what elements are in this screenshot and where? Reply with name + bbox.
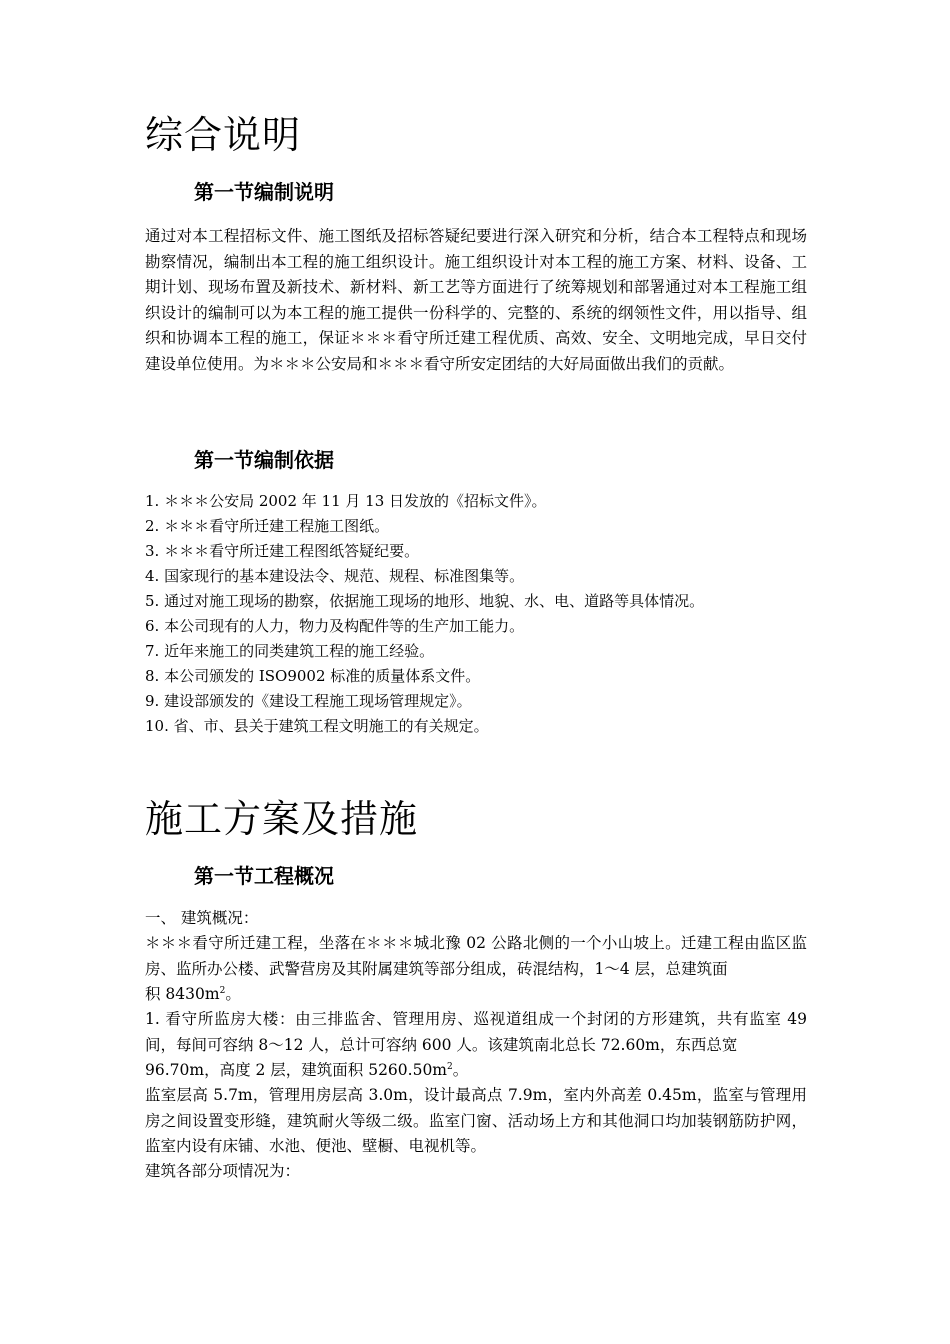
overview-paragraph: ＊＊＊看守所迁建工程，坐落在＊＊＊城北豫 02 公路北侧的一个小山坡上。迁建工程由监区监房、监所办公楼、武警营房及其附属建筑等部分组成，砖混结构，1～4 层，总建筑面 bbox=[145, 934, 807, 978]
superscript: 2 bbox=[447, 1062, 453, 1072]
list-item: 4. 国家现行的基本建设法令、规范、规程、标准图集等。 bbox=[145, 567, 525, 585]
subsection-heading-project-overview: 第一节工程概况 bbox=[194, 864, 334, 888]
list-item: 2. ＊＊＊看守所迁建工程施工图纸。 bbox=[145, 517, 390, 535]
subsection-heading-compilation-notes: 第一节编制说明 bbox=[194, 180, 334, 204]
superscript: 2 bbox=[219, 986, 226, 996]
list-item: 10. 省、市、县关于建筑工程文明施工的有关规定。 bbox=[145, 717, 489, 735]
cell-building-area-text: 96.70m，高度 2 层，建筑面积 5260.50m bbox=[145, 1061, 448, 1079]
overview-area-text: 积 8430m bbox=[145, 985, 220, 1003]
period: 。 bbox=[225, 985, 241, 1003]
cell-building-paragraph-end bbox=[145, 1058, 807, 1084]
compilation-notes-paragraph: 通过对本工程招标文件、施工图纸及招标答疑纪要进行深入研究和分析，结合本工程特点和现场勘察情况，编制出本工程的施工组织设计。施工组织设计对本工程的施工方案、材料、设备、工期计划、现场布置及新技术、新材料、新工艺等方面进行了统筹规划和部署通过对本工程施工组织设计的编制可以为本工程的施工提供一份科学的、完整的、系统的纲领性文件，用以指导、组织和协调本工程的施工，保证＊＊＊看守所迁建工程优质、高效、安全、文明地完成，早日交付建设单位使用。为＊＊＊公安局和＊＊＊看守所安定团结的大好局面做出我们的贡献。 bbox=[145, 227, 807, 373]
cell-building-paragraph: 1. 看守所监房大楼：由三排监舍、管理用房、巡视道组成一个封闭的方形建筑，共有监室 49 间，每间可容纳 8～12 人，总计可容纳 600 人。该建筑南北总长 72.60m，东西总宽 bbox=[145, 1010, 807, 1054]
compilation-basis-list bbox=[145, 489, 807, 739]
list-item: 9. 建设部颁发的《建设工程施工现场管理规定》。 bbox=[145, 692, 472, 710]
list-item: 1. ＊＊＊公安局 2002 年 11 月 13 日发放的《招标文件》。 bbox=[145, 492, 547, 510]
list-item: 5. 通过对施工现场的勘察，依据施工现场的地形、地貌、水、电、道路等具体情况。 bbox=[145, 592, 705, 610]
subsection-heading-compilation-basis: 第一节编制依据 bbox=[194, 448, 334, 472]
period: 。 bbox=[452, 1061, 469, 1079]
list-item: 3. ＊＊＊看守所迁建工程图纸答疑纪要。 bbox=[145, 542, 420, 560]
section-title-general: 综合说明 bbox=[145, 113, 302, 157]
cell-details-paragraph: 监室层高 5.7m，管理用房层高 3.0m，设计最高点 7.9m，室内外高差 0.45m，监室与管理用房之间设置变形缝，建筑耐火等级二级。监室门窗、活动场上方和其他洞口均加装钢筋防护网，监室内设有床铺、水池、便池、壁橱、电视机等。 bbox=[145, 1086, 807, 1155]
building-overview-label: 一、 建筑概况： bbox=[145, 909, 259, 927]
list-item: 6. 本公司现有的人力，物力及构配件等的生产加工能力。 bbox=[145, 617, 525, 635]
list-item: 8. 本公司颁发的 ISO9002 标准的质量体系文件。 bbox=[145, 667, 481, 685]
building-items-intro: 建筑各部分项情况为： bbox=[145, 1162, 301, 1180]
list-item: 7. 近年来施工的同类建筑工程的施工经验。 bbox=[145, 642, 435, 660]
section-title-construction-plan: 施工方案及措施 bbox=[145, 797, 419, 841]
overview-paragraph-end bbox=[145, 982, 807, 1008]
